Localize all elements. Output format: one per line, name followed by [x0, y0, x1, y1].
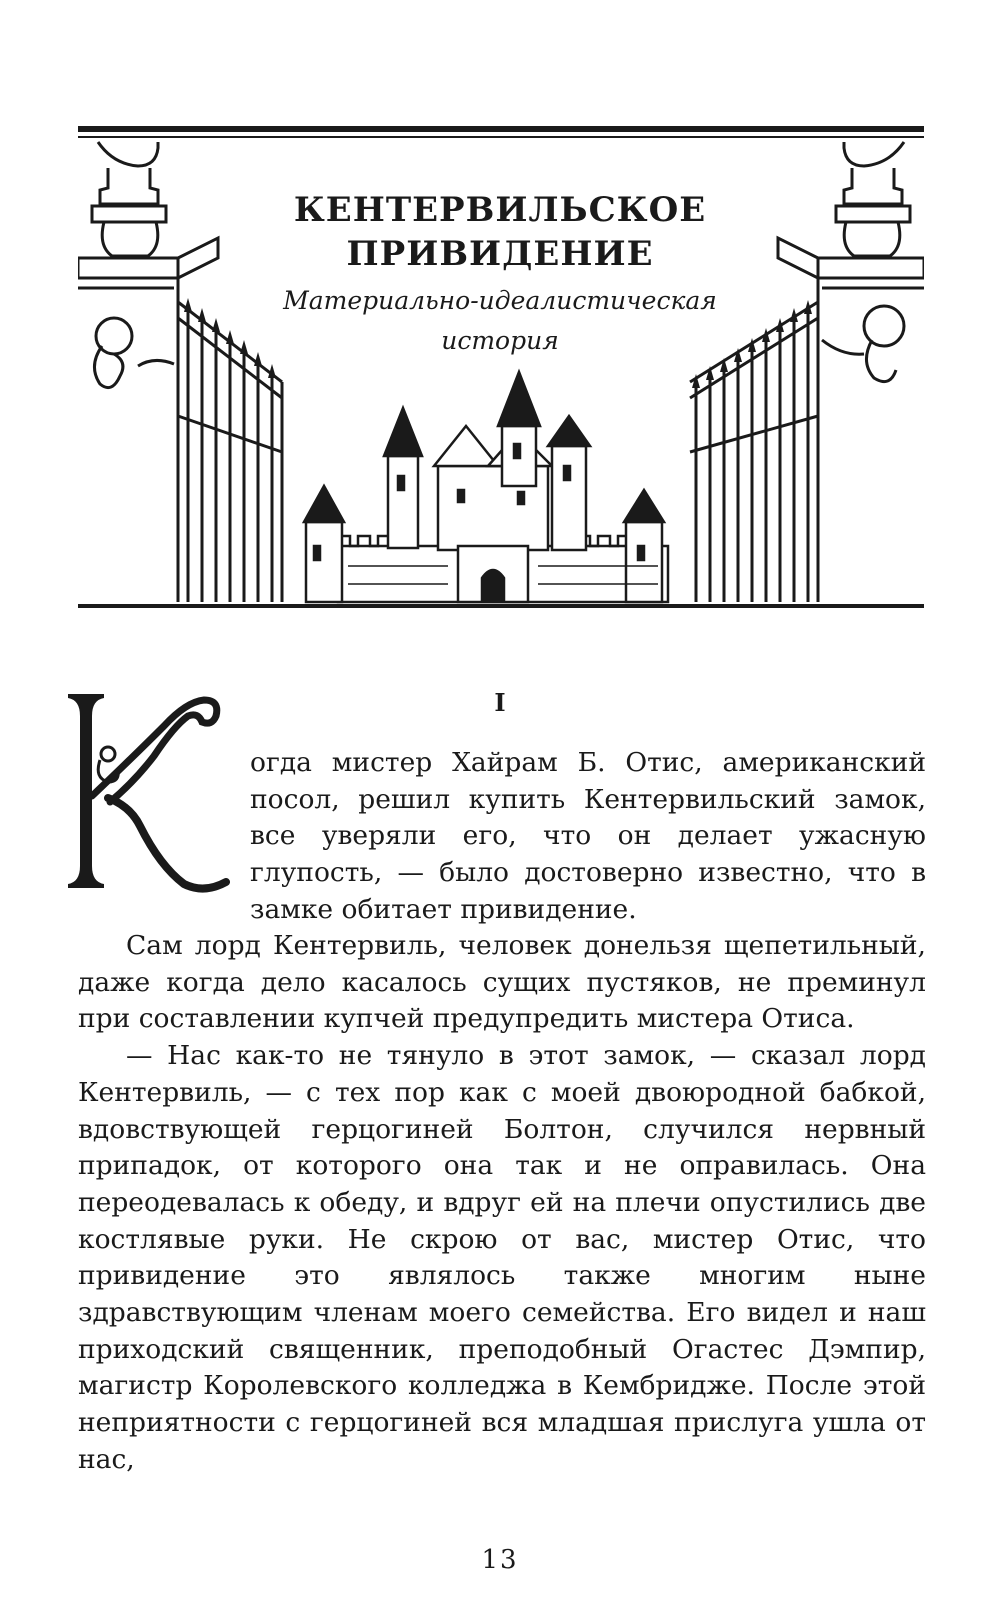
- chapter-numeral: I: [494, 688, 506, 717]
- body-text: [78, 928, 926, 1479]
- drop-cap-k: [64, 686, 240, 896]
- paragraph-2: Сам лорд Кентервиль, человек донельзя щепетильный, даже когда дело касалось сущих пустяков, не преминул при составлении купчей предупредить мистера Отиса.: [78, 930, 926, 1035]
- page-number: 13: [481, 1545, 519, 1575]
- first-paragraph: [250, 745, 926, 929]
- story-subtitle-line-1: Материально-идеалистическая: [283, 286, 717, 315]
- bottom-rule: [78, 604, 924, 608]
- castle: [304, 372, 668, 602]
- paragraph-3: — Нас как-то не тянуло в этот замок, — сказал лорд Кентервиль, — с тех пор как с моей двоюродной бабкой, вдовствующей герцогиней Болтон, случился нервный припадок, от которого она так и не оправилась. Она переодевалась к обеду, и вдруг ей на плечи опустились две костлявые руки. Не скрою от вас, мистер Отис, что привидение это являлось также многим ныне здравствующим членам моего семейства. Его видел и наш приходский священник, преподобный Огастес Дэмпир, магистр Королевского колледжа в Кембридже. После этой неприятности с герцогиней вся младшая прислуга ушла от нас,: [78, 1040, 926, 1475]
- title-block: [240, 188, 760, 356]
- top-rule-thin: [78, 136, 924, 138]
- top-rule: [78, 126, 924, 132]
- story-title-line-1: КЕНТЕРВИЛЬСКОЕ: [293, 190, 707, 230]
- first-paragraph-text: огда мистер Хайрам Б. Отис, американский посол, решил купить Кентервильский замок, все уверяли его, что он делает ужасную глупость, — было достоверно известно, что в замке обитает привидение.: [250, 747, 926, 925]
- story-title-line-2: ПРИВИДЕНИЕ: [346, 234, 654, 274]
- left-pillar: [78, 142, 218, 602]
- story-subtitle-line-2: история: [441, 326, 559, 355]
- right-pillar: [778, 142, 924, 602]
